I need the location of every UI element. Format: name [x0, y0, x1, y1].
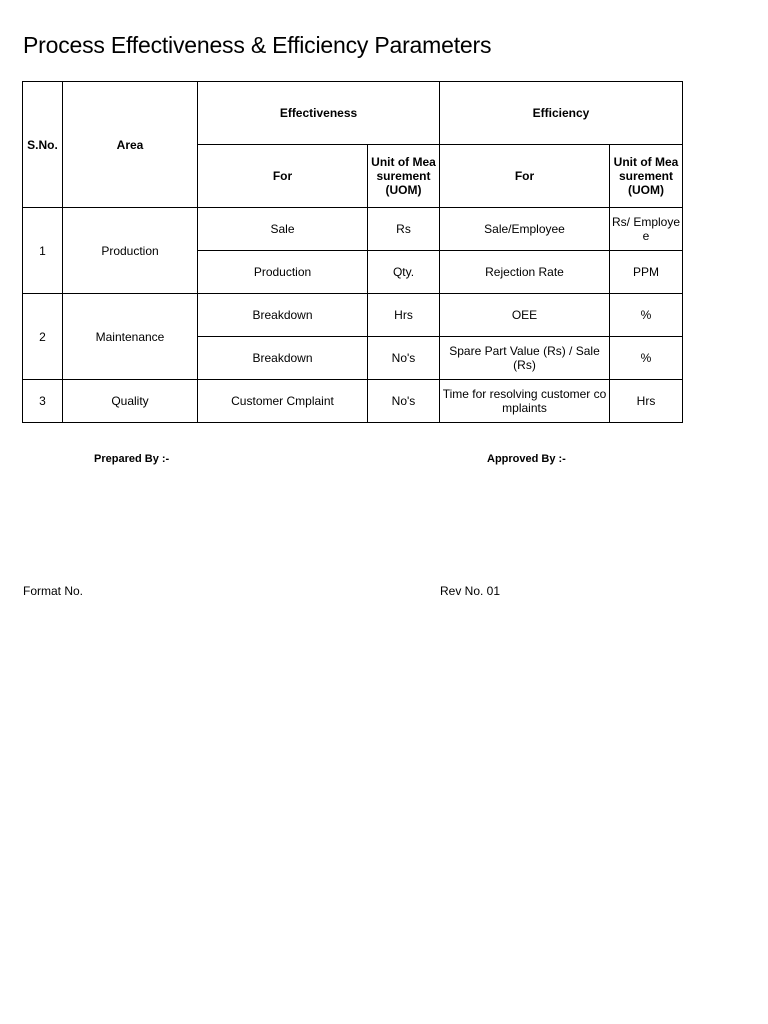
- efficiency-uom-cell: Rs/ Employee: [610, 208, 683, 251]
- efficiency-uom-cell: PPM: [610, 251, 683, 294]
- header-efficiency: Efficiency: [440, 82, 683, 145]
- efficiency-for-cell: Time for resolving customer complaints: [440, 380, 610, 423]
- efficiency-uom-cell: Hrs: [610, 380, 683, 423]
- efficiency-for-cell: Spare Part Value (Rs) / Sale (Rs): [440, 337, 610, 380]
- table-row: [23, 294, 683, 337]
- row-area: Maintenance: [63, 294, 198, 380]
- effectiveness-for-cell: Production: [198, 251, 368, 294]
- efficiency-uom-cell: %: [610, 337, 683, 380]
- effectiveness-uom-cell: No's: [368, 337, 440, 380]
- prepared-by-label: Prepared By :-: [94, 453, 170, 465]
- table-row: [23, 380, 683, 423]
- page-title: Process Effectiveness & Efficiency Parameters: [23, 32, 492, 58]
- approved-by-label: Approved By :-: [487, 453, 566, 465]
- row-area: Production: [63, 208, 198, 294]
- header-sno: S.No.: [23, 82, 63, 208]
- header-row-1: [23, 82, 683, 145]
- efficiency-for-cell: Sale/Employee: [440, 208, 610, 251]
- effectiveness-for-cell: Sale: [198, 208, 368, 251]
- header-efficiency-uom: Unit of Measurement (UOM): [610, 145, 683, 208]
- effectiveness-for-cell: Breakdown: [198, 294, 368, 337]
- table-row: [23, 208, 683, 251]
- header-effectiveness-for: For: [198, 145, 368, 208]
- effectiveness-uom-cell: Qty.: [368, 251, 440, 294]
- efficiency-for-cell: OEE: [440, 294, 610, 337]
- row-sno: 2: [23, 294, 63, 380]
- efficiency-for-cell: Rejection Rate: [440, 251, 610, 294]
- header-area: Area: [63, 82, 198, 208]
- efficiency-uom-cell: %: [610, 294, 683, 337]
- parameters-table: [22, 81, 683, 423]
- format-number-label: Format No.: [23, 584, 84, 598]
- effectiveness-for-cell: Breakdown: [198, 337, 368, 380]
- effectiveness-for-cell: Customer Cmplaint: [198, 380, 368, 423]
- row-area: Quality: [63, 380, 198, 423]
- header-effectiveness: Effectiveness: [198, 82, 440, 145]
- effectiveness-uom-cell: Hrs: [368, 294, 440, 337]
- effectiveness-uom-cell: No's: [368, 380, 440, 423]
- row-sno: 3: [23, 380, 63, 423]
- header-efficiency-for: For: [440, 145, 610, 208]
- revision-number-label: Rev No. 01: [440, 584, 501, 598]
- row-sno: 1: [23, 208, 63, 294]
- effectiveness-uom-cell: Rs: [368, 208, 440, 251]
- header-effectiveness-uom: Unit of Measurement (UOM): [368, 145, 440, 208]
